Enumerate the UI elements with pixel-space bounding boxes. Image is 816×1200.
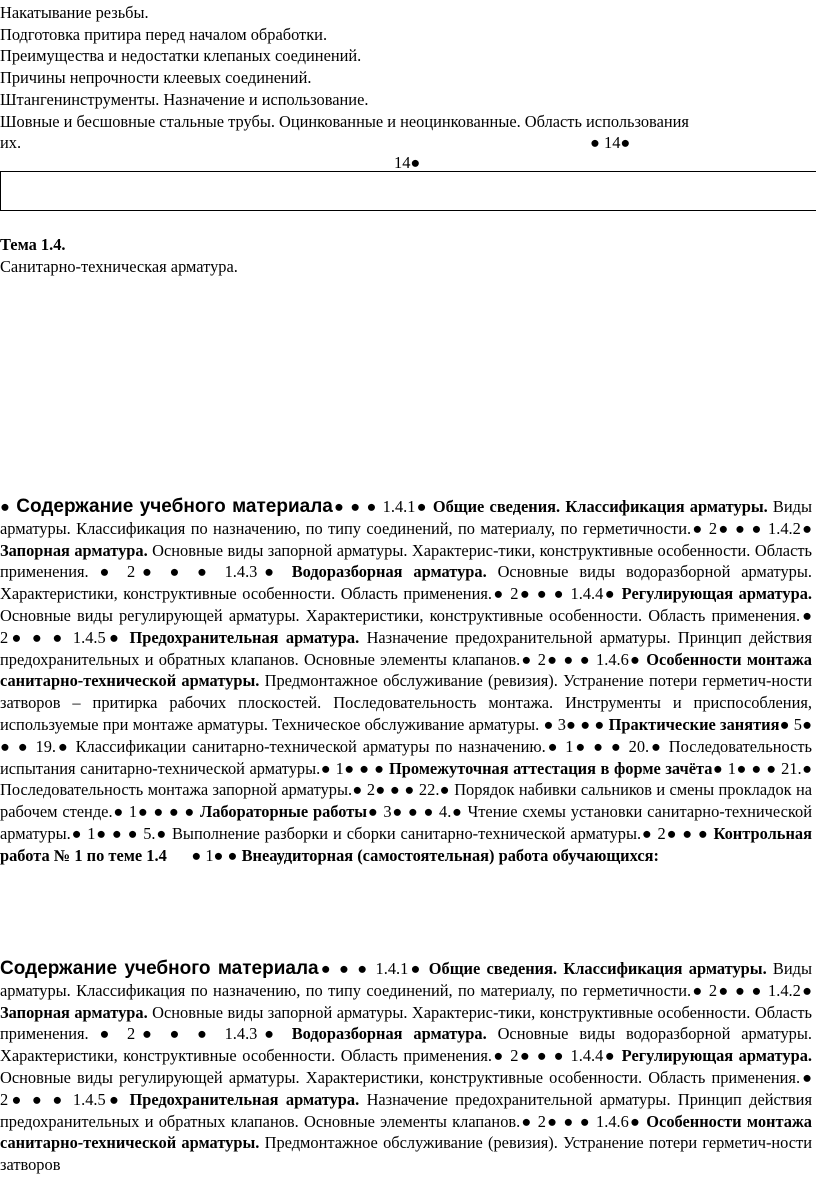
text-141: Виды арматуры. Классификация по назначению, по типу соединений, по материалу, по герметичности.: [0, 497, 812, 538]
heading-143: Водоразборная арматура.: [291, 562, 487, 582]
marks: ● 1● ●: [166, 845, 238, 865]
text-145: Назначение предохранительной арматуры. Принцип действия предохранительных и обратных клапанов. Основные элементы клапанов.: [0, 1089, 812, 1131]
heading-141: Общие сведения. Классификация арматуры.: [432, 497, 768, 516]
heading-attestation: Промежуточная аттестация в форме зачёта: [388, 758, 713, 778]
bullet-lead: ●: [0, 497, 17, 516]
text-lab-4: Чтение схемы установки санитарно-технической арматуры.: [0, 802, 812, 843]
marks: ● 2● ● ● 1.4.5●: [0, 1067, 813, 1109]
marks: ● 2● ● ● 1.4.3●: [99, 1024, 281, 1044]
list-line-7-text: их.: [0, 133, 22, 152]
text-146: Предмонтажное обслуживание (ревизия). Устранение потери герметич-ности затворов: [0, 1133, 812, 1175]
heading-independent: Внеаудиторная (самостоятельная) работа обучающихся:: [241, 845, 659, 865]
marks: ● 2● ● ● 1.4.5●: [0, 605, 813, 647]
text-143: Основные виды водоразборной арматуры. Характеристики, конструктивные особенности. Область применения.: [0, 1024, 812, 1066]
section-content-2: [0, 958, 812, 1176]
marks: ● 2● ● ●: [641, 823, 709, 843]
text-145: Назначение предохранительной арматуры. Принцип действия предохранительных и обратных клапанов. Основные элементы клапанов.: [0, 627, 812, 669]
text-144: Основные виды регулирующей арматуры. Характеристики, конструктивные особенности. Область применения.: [0, 1067, 801, 1087]
section-content-1: [0, 496, 812, 867]
marks: ● 2● ● ● 22.●: [352, 780, 450, 800]
marks: ● ● ● 1.4.1●: [318, 959, 423, 978]
marks: ● 2● ● ● 1.4.2●: [691, 980, 813, 1000]
heading-144: Регулирующая арматура.: [621, 584, 812, 604]
section-heading-2: Содержание учебного материала: [0, 958, 319, 979]
text-lab-5: Выполнение разборки и сборки санитарно-технической арматуры.: [167, 823, 642, 843]
section-heading: Содержание учебного материала: [16, 496, 333, 517]
list-mark: ● 14●: [590, 133, 631, 152]
list-line-3: Преимущества и недостатки клепаных соединений.: [0, 46, 362, 65]
text-142: Основные виды запорной арматуры. Характерис-тики, конструктивные особенности. Область применения.: [0, 540, 812, 582]
empty-table-row: [0, 171, 816, 211]
topic-title: Санитарно-техническая арматура.: [0, 257, 238, 276]
marks: ● 1● ● ● 20.●: [545, 736, 663, 756]
heading-145: Предохранительная арматура.: [129, 627, 360, 647]
heading-146: Особенности монтажа санитарно-технической арматуры.: [0, 649, 812, 691]
heading-142: Запорная арматура.: [0, 540, 148, 560]
marks: ● 3● ● ●: [543, 714, 605, 734]
text-attestation-21: Последовательность монтажа запорной арматуры.: [0, 780, 353, 800]
heading-141: Общие сведения. Классификация арматуры.: [428, 959, 767, 978]
heading-142: Запорная арматура.: [0, 1002, 148, 1022]
marks: ● ● ● 1.4.1●: [332, 497, 428, 516]
topic-label: Тема 1.4.: [0, 235, 66, 254]
marks: ● 2● ● ● 1.4.4●: [491, 1046, 617, 1066]
heading-practical: Практические занятия: [608, 714, 780, 734]
heading-lab: Лабораторные работы: [199, 802, 368, 822]
text-attestation-22: Порядок набивки сальников и смены прокладок на рабочем стенде.: [0, 780, 813, 822]
list-line-1: Накатывание резьбы.: [0, 3, 149, 22]
heading-143: Водоразборная арматура.: [291, 1024, 487, 1044]
list-line-6: Шовные и бесшовные стальные трубы. Оцинкованные и неоцинкованные. Область использования: [0, 112, 689, 131]
heading-146: Особенности монтажа санитарно-технической арматуры.: [0, 1111, 812, 1153]
marks: ● 2● ● ● 1.4.2●: [691, 518, 813, 538]
heading-control: Контрольная работа № 1 по теме 1.4: [0, 823, 812, 865]
text-144: Основные виды регулирующей арматуры. Характеристики, конструктивные особенности. Область применения.: [0, 605, 801, 625]
marks: ● 1● ● ● ●: [112, 802, 196, 822]
marks: ● 2● ● ● 1.4.6●: [520, 649, 642, 669]
marks: ● 5● ● ● 19.●: [0, 714, 813, 756]
heading-144: Регулирующая арматура.: [621, 1046, 812, 1066]
text-142: Основные виды запорной арматуры. Характерис-тики, конструктивные особенности. Область применения.: [0, 1002, 812, 1044]
marks: ● 2● ● ● 1.4.6●: [520, 1111, 642, 1131]
heading-145: Предохранительная арматура.: [129, 1089, 360, 1109]
marks: ● 1● ● ● 21.●: [712, 758, 812, 778]
list-line-5: Штангенинструменты. Назначение и использование.: [0, 90, 369, 109]
list-line-4: Причины непрочности клеевых соединений.: [0, 68, 312, 87]
marks: ● 1● ● ● 5.●: [70, 823, 168, 843]
text-141: Виды арматуры. Классификация по назначению, по типу соединений, по материалу, по герметичности.: [0, 959, 812, 1000]
page-mark: 14●: [394, 153, 421, 172]
text-143: Основные виды водоразборной арматуры. Характеристики, конструктивные особенности. Область применения.: [0, 562, 812, 604]
text-practical-20: Последовательность испытания санитарно-технической арматуры.: [0, 736, 812, 778]
marks: ● 1● ● ●: [320, 758, 385, 778]
text-practical-19: Классификации санитарно-технической арматуры по назначению.: [69, 736, 546, 756]
marks: ● 3● ● ● 4.●: [367, 802, 463, 822]
text-146: Предмонтажное обслуживание (ревизия). Устранение потери герметич-ности затворов – притирка рабочих плоскостей. Последовательность монтажа. Инструменты и приспособления, используемые при монтаже арматуры. Техническое обслуживание арматуры.: [0, 671, 812, 734]
list-line-2: Подготовка притира перед началом обработки.: [0, 25, 328, 44]
marks: ● 2● ● ● 1.4.3●: [99, 562, 281, 582]
marks: ● 2● ● ● 1.4.4●: [491, 584, 617, 604]
list-line-7: [0, 132, 816, 154]
